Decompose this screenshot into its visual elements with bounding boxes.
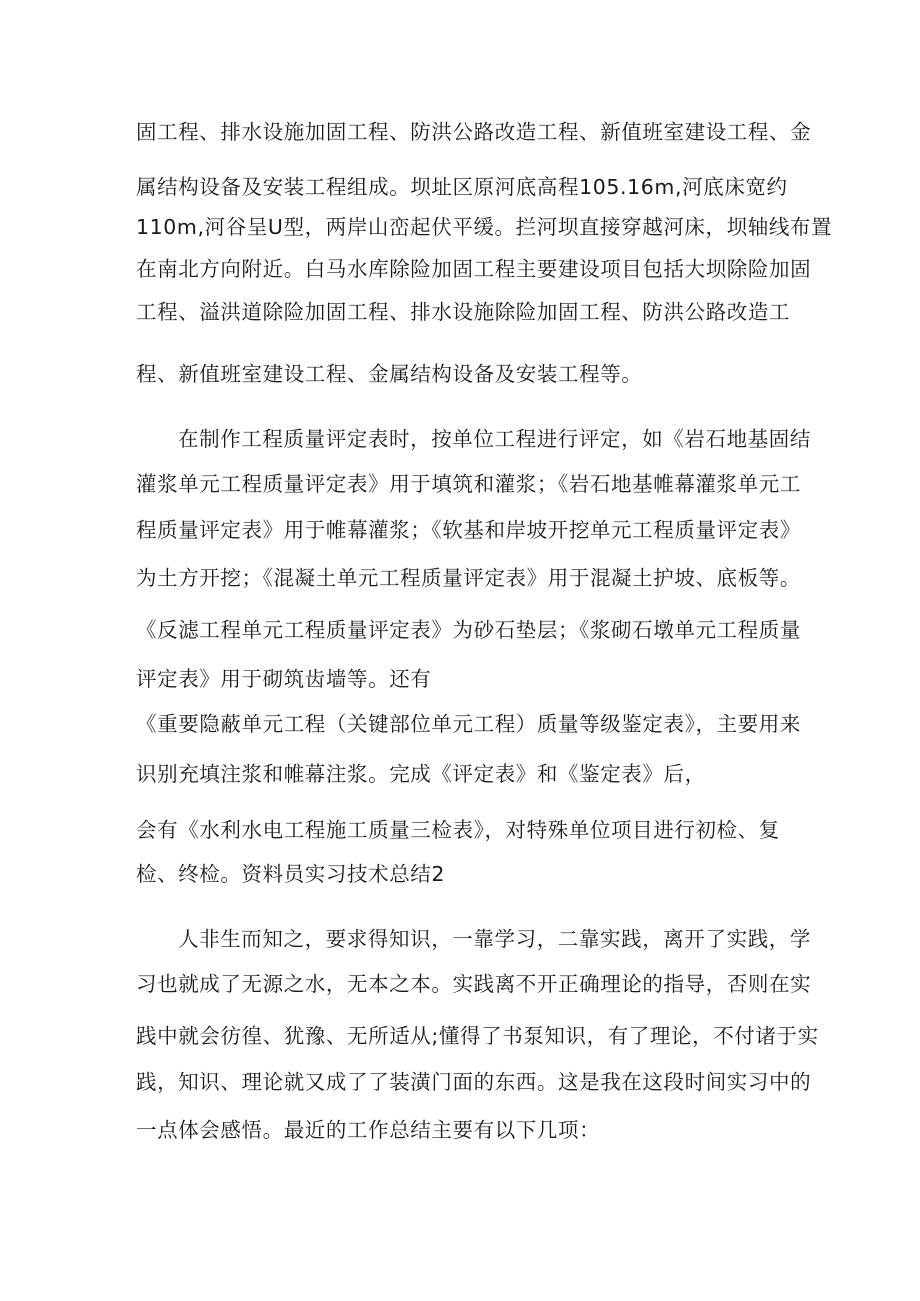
paragraph-2-line-4: 为土方开挖；《混凝土单元工程质量评定表》用于混凝土护坡、底板等。 xyxy=(136,566,801,590)
paragraph-2-line-9: 会有《水利水电工程施工质量三检表》，对特殊单位项目进行初检、复 xyxy=(136,818,780,842)
paragraph-3-line-4: 践，知识、理论就又成了了装潢门面的东西。这是我在这段时间实习中的 xyxy=(136,1070,812,1094)
paragraph-2-line-5: 《反滤工程单元工程质量评定表》为砂石垫层；《浆砌石墩单元工程质量 xyxy=(136,618,801,642)
paragraph-2-line-7: 《重要隐蔽单元工程（关键部位单元工程）质量等级鉴定表》，主要用来 xyxy=(136,712,801,736)
paragraph-3-line-3: 践中就会彷徨、犹豫、无所适从;懂得了书泵知识，有了理论，不付诸于实 xyxy=(136,1024,819,1048)
paragraph-2-line-1: 在制作工程质量评定表时，按单位工程进行评定，如《岩石地基固结 xyxy=(178,427,811,451)
paragraph-2-line-8: 识别充填注浆和帷幕注浆。完成《评定表》和《鉴定表》后， xyxy=(136,762,706,786)
paragraph-3-line-1: 人非生而知之，要求得知识，一靠学习，二靠实践，离开了实践，学 xyxy=(178,927,811,951)
paragraph-1-line-2: 属结构设备及安装工程组成。坝址区原河底高程105.16m,河底床宽约 xyxy=(136,175,788,199)
paragraph-1-line-1: 固工程、排水设施加固工程、防洪公路改造工程、新值班室建设工程、金 xyxy=(136,120,812,144)
paragraph-1-line-4: 在南北方向附近。白马水库除险加固工程主要建设项目包括大坝除险加固 xyxy=(136,257,812,281)
paragraph-2-line-6: 评定表》用于砌筑齿墙等。还有 xyxy=(136,667,432,691)
paragraph-1-line-3: 110m,河谷呈U型，两岸山峦起伏平缓。拦河坝直接穿越河床，坝轴线布置 xyxy=(136,215,833,239)
paragraph-3-line-2: 习也就成了无源之水，无本之本。实践离不开正确理论的指导，否则在实 xyxy=(136,972,812,996)
paragraph-1-line-5: 工程、溢洪道除险加固工程、排水设施除险加固工程、防洪公路改造工 xyxy=(136,300,791,324)
paragraph-2-line-3: 程质量评定表》用于帷幕灌浆；《软基和岸坡开挖单元工程质量评定表》 xyxy=(136,518,801,542)
paragraph-1-line-6: 程、新值班室建设工程、金属结构设备及安装工程等。 xyxy=(136,362,643,386)
paragraph-2-line-10: 检、终检。资料员实习技术总结2 xyxy=(136,862,446,886)
paragraph-3-line-5: 一点体会感悟。最近的工作总结主要有以下几项： xyxy=(136,1118,601,1142)
paragraph-2-line-2: 灌浆单元工程质量评定表》用于填筑和灌浆；《岩石地基帷幕灌浆单元工 xyxy=(136,472,801,496)
